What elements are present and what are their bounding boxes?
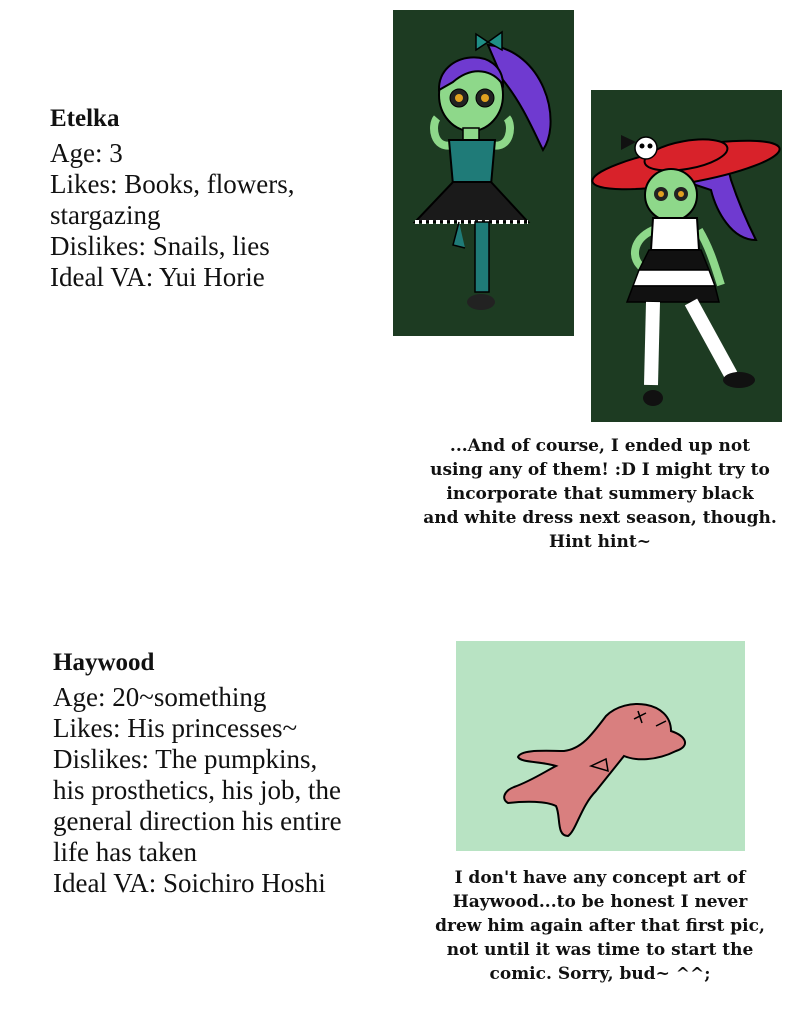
etelka-ideal-va: Ideal VA: Yui Horie	[50, 262, 265, 292]
haywood-name: Haywood	[53, 649, 155, 676]
etelka-figure-gothic-dress	[393, 10, 574, 336]
haywood-caption-line: Haywood...to be honest I never	[452, 892, 748, 912]
haywood-age: Age: 20~something	[53, 682, 267, 712]
haywood-dislikes: Dislikes: The pumpkins,	[53, 744, 318, 774]
etelka-caption	[410, 434, 790, 554]
etelka-figure-summer-dress	[591, 90, 782, 422]
etelka-concept-art-2	[591, 90, 782, 422]
haywood-caption-line: not until it was time to start the	[446, 940, 754, 960]
haywood-ideal-va: Ideal VA: Soichiro Hoshi	[53, 868, 326, 898]
haywood-dislikes-cont-1: his prosthetics, his job, the	[53, 775, 341, 805]
haywood-caption-line: drew him again after that first pic,	[435, 916, 765, 936]
haywood-likes: Likes: His princesses~	[53, 713, 298, 743]
haywood-caption	[410, 866, 790, 986]
haywood-dislikes-cont-3: life has taken	[53, 837, 197, 867]
etelka-caption-line: ...And of course, I ended up not	[449, 436, 751, 456]
etelka-profile	[50, 104, 294, 293]
haywood-dislikes-cont-2: general direction his entire	[53, 806, 342, 836]
haywood-caption-line: I don't have any concept art of	[454, 868, 746, 888]
etelka-caption-line: using any of them! :D I might try to	[430, 460, 770, 480]
haywood-doll-figure	[456, 641, 745, 851]
etelka-concept-art-1	[393, 10, 574, 336]
haywood-profile	[53, 648, 342, 899]
etelka-likes-cont: stargazing	[50, 200, 161, 230]
etelka-age: Age: 3	[50, 138, 123, 168]
haywood-caption-line: comic. Sorry, bud~ ^^;	[489, 964, 711, 984]
etelka-dislikes: Dislikes: Snails, lies	[50, 231, 270, 261]
haywood-doll-art	[456, 641, 745, 851]
etelka-likes: Likes: Books, flowers,	[50, 169, 295, 199]
etelka-caption-line: and white dress next season, though.	[423, 508, 777, 528]
etelka-caption-line: Hint hint~	[549, 532, 651, 552]
etelka-caption-line: incorporate that summery black	[446, 484, 754, 504]
etelka-name: Etelka	[50, 105, 120, 132]
